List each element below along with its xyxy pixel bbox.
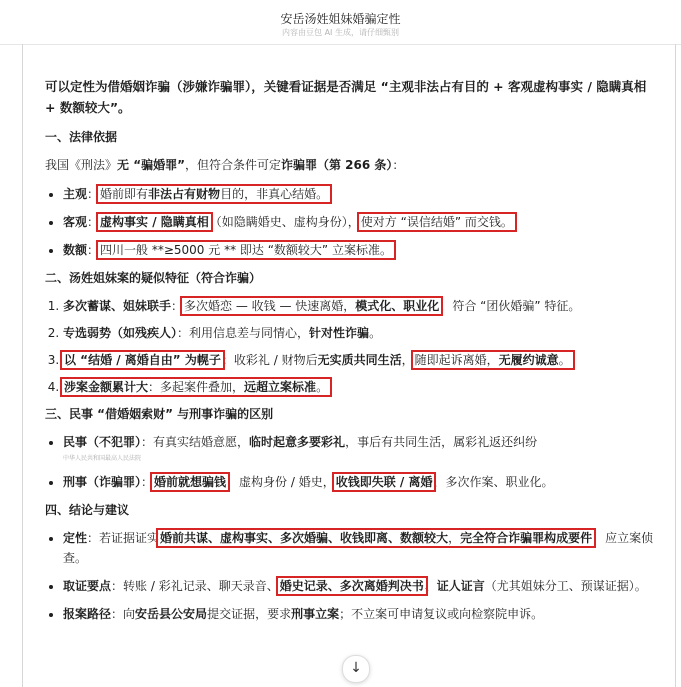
case-features-list: [45, 296, 655, 397]
highlight-box: 以 “结婚 / 离婚自由” 为幌子: [64, 353, 221, 367]
arrow-down-icon: ↓: [350, 660, 362, 676]
list-item: 2. 专选弱势（如残疾人）：利用信息差与同情心，针对性诈骗。: [63, 323, 655, 343]
section-heading-legal-basis: 一、法律依据: [45, 130, 118, 144]
scroll-to-bottom-button[interactable]: [342, 655, 370, 683]
section-heading-case-features: 二、汤姓姐妹案的疑似特征（符合诈骗）: [45, 271, 262, 285]
highlight-box: 涉案金额累计大：多起案件叠加，远超立案标准。: [64, 380, 329, 394]
highlight-box: 婚前共谋、虚构事实、多次婚骗、收钱即离、数额较大，完全符合诈骗罪构成要件: [160, 531, 593, 545]
section-heading-conclusion: 四、结论与建议: [45, 503, 130, 517]
highlight-box: 收钱即失联 / 离婚: [335, 475, 433, 489]
highlight-box: 四川一般 **≥5000 元 ** 即达 “数额较大” 立案标准。: [100, 243, 392, 257]
highlight-box: 随即起诉离婚，无履约诚意。: [414, 353, 571, 367]
chat-header: [0, 0, 681, 45]
list-item: [63, 377, 655, 397]
highlight-box: 使对方 “误信结婚” 而交钱。: [360, 215, 513, 229]
list-item: • 民事（不犯罪）：有真实结婚意愿，临时起意多要彩礼，事后有共同生活，属彩礼返还纠纷 中华人民共和国最高人民法院: [63, 432, 655, 464]
list-item: • 主观：婚前即有非法占有财物目的，非真心结婚。: [63, 184, 655, 204]
answer-content: [45, 76, 655, 632]
lead-paragraph: 可以定性为借婚姻诈骗（涉嫌诈骗罪），关键看证据是否满足 “主观非法占有目的 + 客观虚构事实 / 隐瞒真相 + 数额较大”。: [45, 79, 647, 115]
list-item: 1. 多次蓄谋、姐妹联手：多次婚恋 — 收钱 — 快速离婚，模式化、职业化，符合 “团伙婚骗” 特征。: [63, 296, 655, 316]
list-item: • 客观：虚构事实 / 隐瞒真相（如隐瞒婚史、虚构身份），使对方 “误信结婚” 而交钱。: [63, 212, 655, 232]
highlight-box: 虚构事实 / 隐瞒真相: [100, 215, 209, 229]
list-item: • 取证要点：转账 / 彩礼记录、聊天录音、婚史记录、多次离婚判决书、证人证言（尤其姐妹分工、预谋证据）。: [63, 576, 655, 596]
highlight-box: 婚前就想骗钱: [154, 475, 227, 489]
highlight-box: 婚前即有非法占有财物目的，非真心结婚。: [100, 187, 329, 201]
list-item: • 报案路径：向安岳县公安局提交证据，要求刑事立案；不立案可申请复议或向检察院申诉。: [63, 604, 655, 624]
conclusion-list: [45, 528, 655, 624]
list-item: • 刑事（诈骗罪）：婚前就想骗钱，虚构身份 / 婚史，收钱即失联 / 离婚，多次作案、职业化。: [63, 472, 655, 492]
source-citation[interactable]: 中华人民共和国最高人民法院: [63, 455, 142, 462]
section-heading-distinction: 三、民事 “借婚姻索财” 与刑事诈骗的区别: [45, 407, 274, 421]
list-item: • 定性：若证据证实婚前共谋、虚构事实、多次婚骗、收钱即离、数额较大，完全符合诈骗罪构成要件，应立案侦查。: [63, 528, 655, 568]
ai-disclaimer: 内容由豆包 AI 生成，请仔细甄别: [282, 28, 399, 37]
chat-title: 安岳汤姓姐妹婚骗定性: [280, 12, 401, 26]
distinction-list: [45, 432, 655, 492]
list-item: 3. 以 “结婚 / 离婚自由” 为幌子：收彩礼 / 财物后无实质共同生活，随即起诉离婚，无履约诚意。: [63, 350, 655, 370]
highlight-box: 婚史记录、多次离婚判决书: [279, 579, 424, 593]
highlight-box: 多次婚恋 — 收钱 — 快速离婚，模式化、职业化: [184, 299, 440, 313]
list-item: • 数额：四川一般 **≥5000 元 ** 即达 “数额较大” 立案标准。: [63, 240, 655, 260]
legal-basis-list: [45, 184, 655, 260]
legal-intro: 我国《刑法》无 “骗婚罪”，但符合条件可定诈骗罪（第 266 条）：: [45, 158, 405, 172]
